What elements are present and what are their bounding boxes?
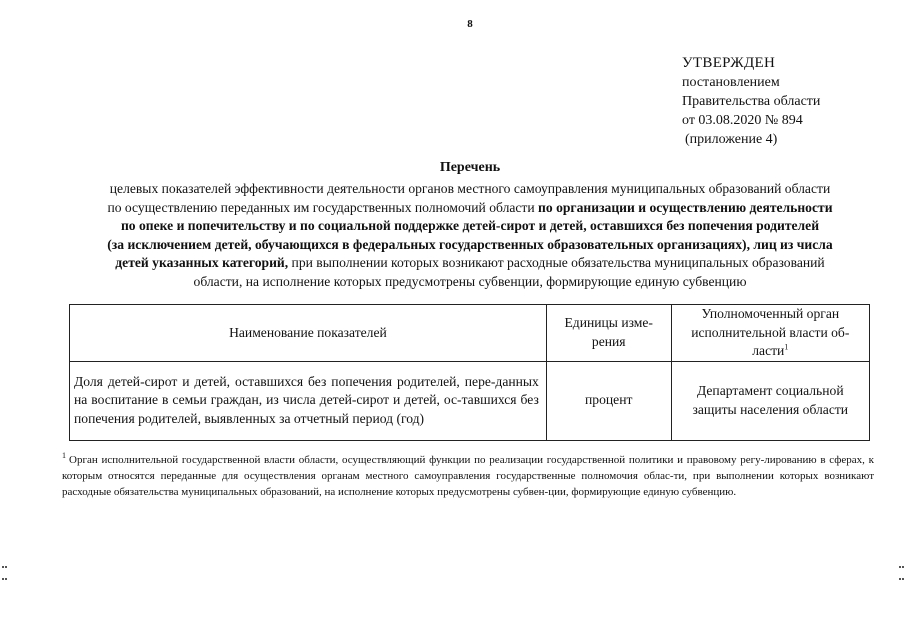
authority-cell: Департамент социальной защиты населения области: [671, 361, 869, 440]
header-authority-text: Уполномоченный орган исполнительной власти об-ласти: [691, 306, 850, 358]
subtitle-bold-text: (за исключением детей, обучающихся в федеральных государственных образовательных организациях), лиц из числа: [107, 236, 833, 252]
approval-date-number: от 03.08.2020 № 894: [682, 113, 803, 128]
header-indicator-name: Наименование показателей: [70, 305, 547, 362]
page-number: 8: [467, 18, 473, 30]
table-row: [70, 361, 870, 440]
approved-label: УТВЕРЖДЕН: [682, 55, 776, 71]
unit-cell: процент: [546, 361, 671, 440]
document-title: Перечень: [439, 160, 501, 175]
scan-margin-mark-right: [899, 566, 902, 580]
footnote-mark: 1: [62, 451, 66, 461]
approval-government: Правительства области: [682, 94, 821, 109]
subtitle-text: при выполнении которых возникают расходные обязательства муниципальных образований: [288, 255, 825, 271]
subtitle-line: [60, 236, 880, 255]
indicators-table: [69, 304, 870, 441]
indicator-name-cell: Доля детей-сирот и детей, оставшихся без попечения родителей, пере-данных на воспитание в семьи граждан, из числа детей-сирот и детей, ос-тавшихся без попечения родителей, выявленных за отчетный период (год): [70, 361, 547, 440]
scan-margin-mark-left: [2, 566, 5, 580]
approval-resolution: постановлением: [682, 75, 780, 90]
approval-appendix: (приложение 4): [685, 132, 778, 147]
document-subtitle: [60, 180, 880, 292]
footnote-text: Орган исполнительной государственной власти области, осуществляющий функции по реализации государственной политики и правовому регу-лированию в сферах, к которым относятся переданные для осуществления органам местного самоуправления государственные полномочия облас-ти, при выполнении которых возникают расходные обязательства муниципальных образований, на исполнение которых предусмотрены субвен-ции, формирующие единую субвенцию.: [62, 454, 874, 498]
approval-stamp: [682, 54, 820, 149]
subtitle-line: [60, 199, 880, 218]
subtitle-text: по осуществлению переданных им государственных полномочий области: [107, 199, 539, 215]
header-authority: [671, 305, 869, 362]
subtitle-line: области, на исполнение которых предусмотрены субвенции, формирующие единую субвенцию: [193, 273, 747, 289]
subtitle-line: [60, 217, 880, 236]
header-unit: Единицы изме-рения: [546, 305, 671, 362]
subtitle-bold-text: по опеке и попечительству и по социальной поддержке детей-сирот и детей, оставшихся без попечения родителей: [120, 218, 820, 234]
footnote-reference: 1: [784, 342, 789, 352]
subtitle-bold-text: по организации и осуществлению деятельности: [538, 199, 833, 215]
table-header-row: [70, 305, 870, 362]
footnote: [62, 452, 874, 500]
subtitle-bold-text: детей указанных категорий,: [115, 255, 289, 271]
subtitle-line: целевых показателей эффективности деятельности органов местного самоуправления муниципальных образований области: [109, 181, 831, 196]
subtitle-line: [60, 254, 880, 273]
